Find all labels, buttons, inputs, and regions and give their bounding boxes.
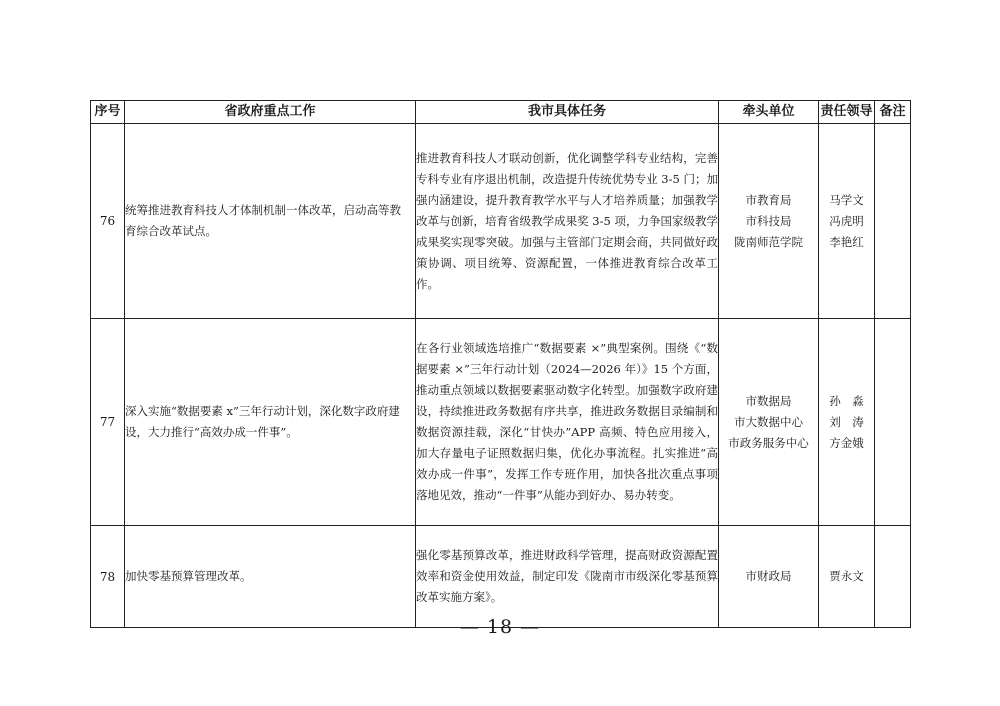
row-lead-unit: [719, 526, 819, 628]
row-city-task: 强化零基预算改革，推进财政科学管理，提高财政资源配置效率和资金使用效益，制定印发《陇南市市级深化零基预算改革实施方案》。: [416, 526, 719, 628]
work-line: 深入实施“数据要素 x”三年行动计划，深化数字政府建: [125, 404, 400, 418]
table-row: [91, 124, 911, 319]
task-table: [90, 100, 911, 628]
row-leader: [819, 124, 875, 319]
header-lead-unit: 牵头单位: [719, 101, 819, 124]
header-leader: 责任领导: [819, 101, 875, 124]
row-remarks: [875, 526, 911, 628]
leader-line: 贾永文: [829, 569, 864, 583]
row-lead-unit: [719, 319, 819, 526]
work-line: 设，大力推行“高效办成一件事”。: [125, 425, 298, 439]
leader-line: 方金娥: [829, 435, 864, 450]
unit-line: 市财政局: [745, 569, 792, 583]
row-seq: 77: [91, 319, 125, 526]
page-number: — 18 —: [459, 616, 541, 638]
leader-line: 孙 淼: [829, 393, 864, 408]
table-row: [91, 319, 911, 526]
unit-line: 市教育局: [745, 192, 792, 207]
header-seq: 序号: [91, 101, 125, 124]
leader-line: 刘 涛: [829, 414, 864, 429]
row-leader: [819, 526, 875, 628]
unit-line: 陇南师范学院: [734, 234, 803, 249]
row-city-task: 推进教育科技人才联动创新，优化调整学科专业结构，完善专科专业有序退出机制，改造提升传统优势专业 3-5 门；加强内涵建设，提升教育教学水平与人才培养质量；加强教学改革与创新，培育省级教学成果奖 3-5 项，力争国家级教学成果奖实现零突破。加强与主管部门定期会商，共同做好政策协调、项目统筹、资源配置，一体推进教育综合改革工作。: [416, 124, 719, 319]
row-provincial-work: [125, 124, 416, 319]
row-remarks: [875, 319, 911, 526]
row-lead-unit: [719, 124, 819, 319]
leader-line: 李艳红: [829, 234, 864, 249]
leader-line: 马学文: [829, 192, 864, 207]
header-provincial-work: 省政府重点工作: [125, 101, 416, 124]
row-city-task: 在各行业领域选培推广“数据要素 ×”典型案例。围绕《“数据要素 ×”三年行动计划（2024—2026 年）》15 个方面，推动重点领域以数据要素驱动数字化转型。加强数字政府建设，持续推进政务数据有序共享，推进政务数据目录编制和数据资源挂载，深化“甘快办”APP 高频、特色应用接入，加大存量电子证照数据归集，优化办事流程。扎实推进“高效办成一件事”，发挥工作专班作用，加快各批次重点事项落地见效，推动“一件事”从能办到好办、易办转变。: [416, 319, 719, 526]
row-seq: 76: [91, 124, 125, 319]
table-row: [91, 526, 911, 628]
header-city-task: 我市具体任务: [416, 101, 719, 124]
table-header: [91, 101, 911, 124]
header-remarks: 备注: [875, 101, 911, 124]
unit-line: 市数据局: [745, 393, 792, 408]
work-line: 统筹推进教育科技人才体制机制一体改革，启动高等教: [125, 203, 401, 217]
leader-line: 冯虎明: [829, 213, 864, 228]
row-provincial-work: [125, 526, 416, 628]
row-leader: [819, 319, 875, 526]
row-remarks: [875, 124, 911, 319]
row-seq: 78: [91, 526, 125, 628]
work-line: 育综合改革试点。: [125, 224, 217, 238]
unit-line: 市政务服务中心: [728, 435, 809, 450]
unit-line: 市大数据中心: [734, 414, 803, 429]
row-provincial-work: [125, 319, 416, 526]
work-line: 加快零基预算管理改革。: [125, 569, 252, 583]
unit-line: 市科技局: [745, 213, 792, 228]
